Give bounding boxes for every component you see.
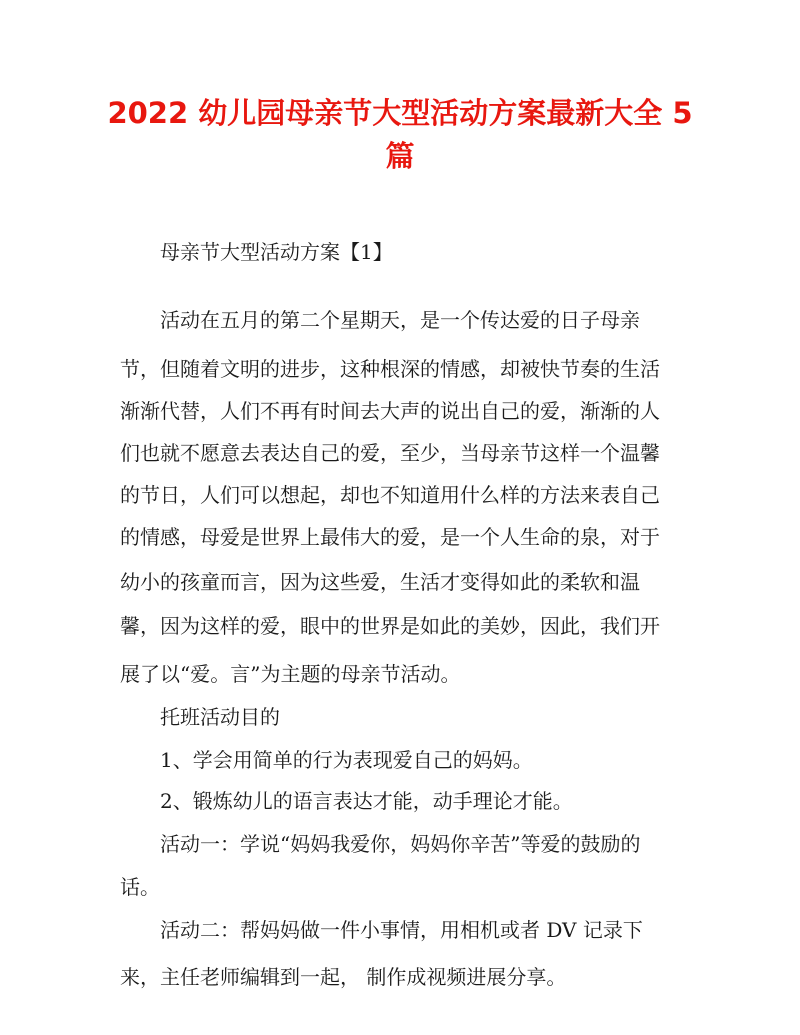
activity-one-line: 活动一：学说“妈妈我爱你，妈妈你辛苦”等爱的鼓励的: [160, 832, 641, 856]
paragraph-line: 的节日，人们可以想起，却也不知道用什么样的方法来表自己: [120, 483, 660, 507]
paragraph-line: 馨，因为这样的爱，眼中的世界是如此的美妙，因此，我们开: [120, 614, 660, 638]
paragraph-line: 幼小的孩童而言，因为这些爱，生活才变得如此的柔软和温: [120, 570, 640, 594]
activity-one-line: 话。: [120, 875, 160, 899]
paragraph-line: 渐渐代替，人们不再有时间去大声的说出自己的爱，渐渐的人: [120, 399, 660, 423]
activity-two-line: 活动二：帮妈妈做一件小事情，用相机或者 DV 记录下: [160, 918, 643, 942]
document-title-line-1: 2022 幼儿园母亲节大型活动方案最新大全 5: [107, 96, 693, 130]
paragraph-line: 活动在五月的第二个星期天，是一个传达爱的日子母亲: [160, 308, 640, 332]
objective-item-1: 1、学会用简单的行为表现爱自己的妈妈。: [160, 748, 533, 772]
paragraph-line: 展了以“爱。言”为主题的母亲节活动。: [120, 662, 461, 686]
objective-item-2: 2、锻炼幼儿的语言表达才能，动手理论才能。: [160, 789, 573, 813]
activity-two-line: 来，主任老师编辑到一起， 制作成视频进展分享。: [120, 965, 567, 989]
paragraph-line: 的情感，母爱是世界上最伟大的爱，是一个人生命的泉，对于: [120, 525, 660, 549]
section-heading: 母亲节大型活动方案【1】: [160, 240, 393, 264]
paragraph-line: 节，但随着文明的进步，这种根深的情感，却被快节奏的生活: [120, 357, 660, 381]
objectives-heading: 托班活动目的: [160, 705, 280, 729]
document-title-line-2: 篇: [385, 139, 415, 173]
paragraph-line: 们也就不愿意去表达自己的爱，至少，当母亲节这样一个温馨: [120, 441, 660, 465]
